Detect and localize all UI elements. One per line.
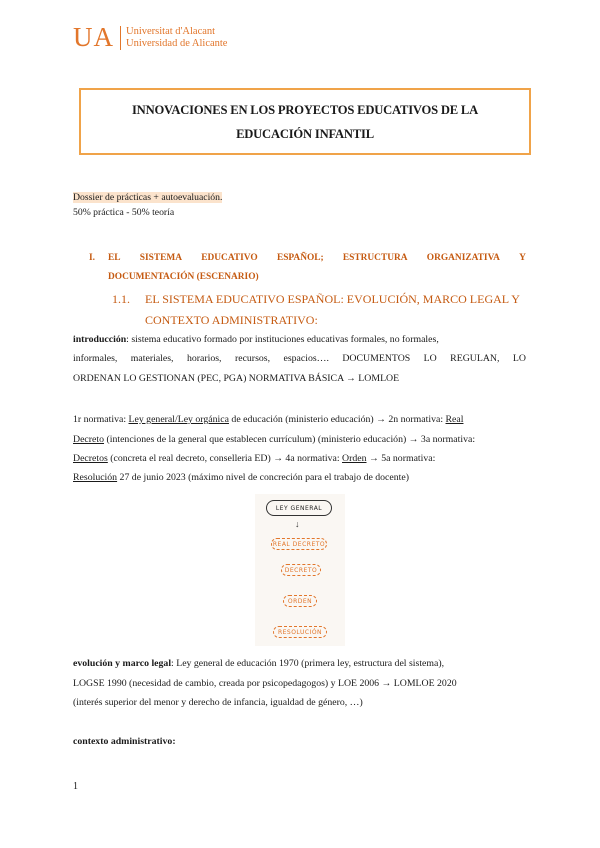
arrow-down-icon: ↓ [295,519,300,529]
university-logo [73,24,227,51]
normativa-text: 1r normativa: [73,414,129,425]
title-line-1: INNOVACIONES EN LOS PROYECTOS EDUCATIVOS DE LA [131,102,479,117]
normativa-text: → 5a normativa: [366,453,436,464]
normativa-line-3 [73,453,435,464]
heading-word: Y [519,253,526,263]
intro-word: informales, [73,353,118,364]
heading-word: SISTEMA [139,253,182,263]
normativa-hierarchy-diagram [255,494,345,646]
heading-word: ORGANIZATIVA [426,253,500,263]
heading-word: EDUCATIVO [201,253,258,263]
diagram-resolucion: RESOLUCIÓN [273,626,327,638]
section-1-1-number: 1.1. [112,292,130,306]
diagram-real-decreto: REAL DECRETO [271,538,327,550]
logo-line-1: Universitat d'Alacant [126,25,216,37]
intro-word: REGULAN, [450,353,500,364]
evolucion-line-1-text [73,658,444,669]
decretos-term: Decretos [73,453,108,464]
intro-word: materiales, [130,353,174,364]
intro-word: espacios…. [283,353,329,364]
resolucion-term: Resolución [73,472,118,483]
diagram-ley-general: LEY GENERAL [266,500,332,516]
introduccion-text: : sistema educativo formado por instituciones educativas formales, no formales, [126,334,439,345]
section-1-number: I. [89,253,95,263]
section-1-heading-line-2: DOCUMENTACIÓN (ESCENARIO) [108,272,259,282]
heading-word: ESTRUCTURA [342,253,408,263]
intro-word: horarios, [186,353,222,364]
section-1-1-heading-line-1: EL SISTEMA EDUCATIVO ESPAÑOL: EVOLUCIÓN, MARCO LEGAL Y [145,292,520,306]
section-1-heading-line-1 [108,253,526,263]
contexto-label: contexto administrativo: [73,736,176,747]
logo-ua-mark: UA [73,22,114,52]
intro-word: DOCUMENTOS [342,353,411,364]
intro-word: recursos, [234,353,271,364]
normativa-line-2 [73,434,475,445]
real-term: Real [445,414,464,425]
introduccion-line-3: ORDENAN LO GESTIONAN (PEC, PGA) NORMATIVA BÁSICA → LOMLOE [73,373,400,384]
introduccion-line-1-text [73,334,439,345]
normativa-text: 27 de junio 2023 (máximo nivel de concreción para el trabajo de docente) [117,472,409,483]
introduccion-line-1 [73,334,526,345]
heading-word: ESPAÑOL; [276,253,324,263]
intro-word: LO [512,353,526,364]
title-line-2: EDUCACIÓN INFANTIL [236,126,374,141]
section-1-1-heading-line-2: CONTEXTO ADMINISTRATIVO: [145,313,318,327]
normativa-text: (intenciones de la general que establecen currículum) (ministerio educación) → 3a normativa: [104,434,476,445]
orden-term: Orden [342,453,367,464]
normativa-line-4 [73,472,409,483]
logo-text [126,26,227,50]
ley-general-term: Ley general/Ley orgánica [128,414,229,425]
heading-word: EL [108,253,121,263]
dossier-line [73,192,222,203]
intro-word: LO [423,353,437,364]
normativa-text: (concreta el real decreto, conselleria ED) → 4a normativa: [107,453,343,464]
diagram-decreto: DECRETO [281,564,321,576]
logo-line-2: Universidad de Alicante [126,37,228,49]
evolucion-line-2: LOGSE 1990 (necesidad de cambio, creada por psicopedagogos) y LOE 2006 → LOMLOE 2020 [73,678,457,689]
evolucion-text: : Ley general de educación 1970 (primera ley, estructura del sistema), [171,658,445,669]
introduccion-line-2 [73,353,526,364]
title-box [79,88,531,155]
normativa-line-1 [73,414,463,425]
logo-separator [120,26,121,50]
evolucion-line-3: (interés superior del menor y derecho de infancia, igualdad de género, …) [73,697,363,708]
decreto-term: Decreto [73,434,105,445]
page-number: 1 [73,781,78,792]
introduccion-label: introducción [73,334,127,345]
normativa-text: de educación (ministerio educación) → 2n normativa: [228,414,446,425]
evolucion-line-1 [73,658,526,669]
dossier-text: Dossier de prácticas + autoevaluación. [73,192,223,203]
weights-line: 50% práctica - 50% teoría [73,207,175,218]
evolucion-label: evolución y marco legal [73,658,172,669]
diagram-orden: ORDEN [283,595,317,607]
